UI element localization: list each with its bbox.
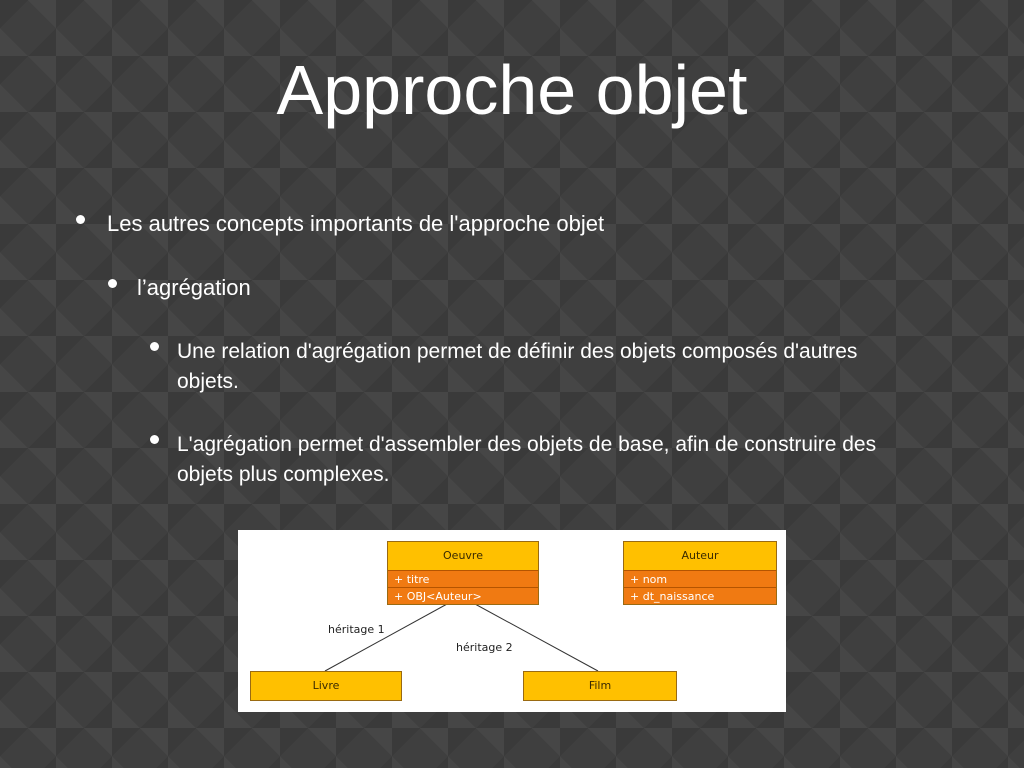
relation-label-heritage1: héritage 1 xyxy=(328,623,385,636)
bullet-dot xyxy=(76,215,85,224)
bullet-level2 xyxy=(108,274,897,302)
bullet-text: Les autres concepts importants de l'approche objet xyxy=(107,211,605,236)
bullet-text: L'agrégation permet d'assembler des objets de base, afin de construire des objets plus complexes. xyxy=(177,433,877,486)
uml-attribute: + dt_naissance xyxy=(624,587,776,604)
uml-attribute: + titre xyxy=(388,570,538,587)
uml-class-film xyxy=(523,671,677,701)
bullet-text: l’agrégation xyxy=(137,275,251,300)
uml-attribute: + OBJ<Auteur> xyxy=(388,587,538,604)
bullet-dot xyxy=(108,279,117,288)
connector-film-oeuvre xyxy=(464,598,598,671)
bullet-dot xyxy=(150,435,159,444)
uml-class-name: Auteur xyxy=(624,542,776,570)
bullet-dot xyxy=(150,342,159,351)
bullet-text: Une relation d'agrégation permet de définir des objets composés d'autres objets. xyxy=(177,340,858,393)
uml-diagram xyxy=(238,530,786,712)
uml-class-auteur xyxy=(623,541,777,605)
bullet-level3-item xyxy=(150,430,917,490)
uml-class-livre xyxy=(250,671,402,701)
uml-class-oeuvre xyxy=(387,541,539,605)
uml-class-name: Livre xyxy=(251,672,401,700)
uml-attribute: + nom xyxy=(624,570,776,587)
uml-class-name: Film xyxy=(524,672,676,700)
bullet-level3-item xyxy=(150,337,917,397)
relation-label-heritage2: héritage 2 xyxy=(456,641,513,654)
bullet-level1 xyxy=(76,210,967,238)
uml-class-name: Oeuvre xyxy=(388,542,538,570)
slide-title: Approche objet xyxy=(276,51,748,129)
